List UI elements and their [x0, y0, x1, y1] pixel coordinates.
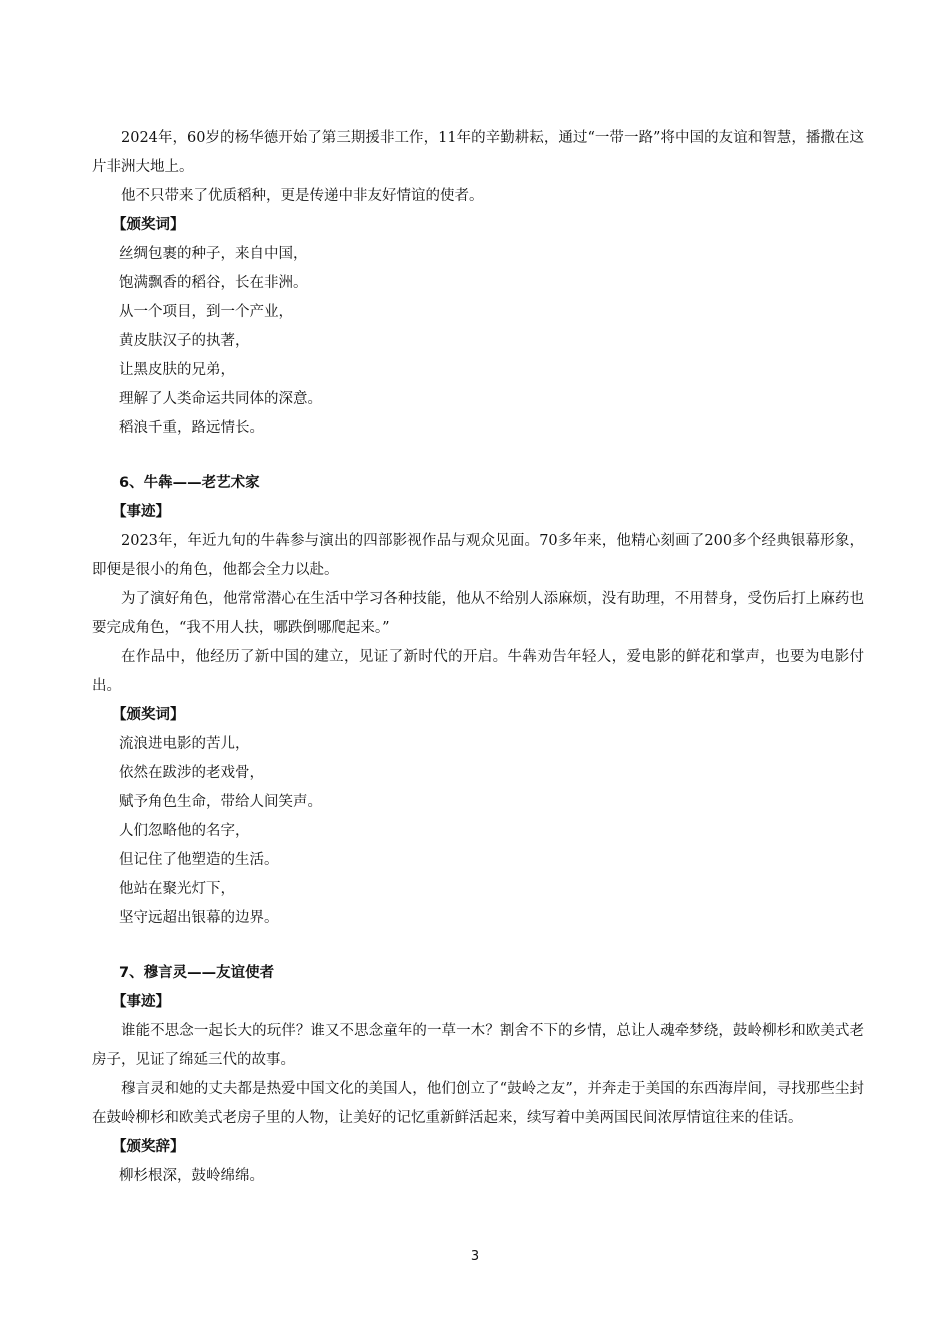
award-line: 依然在跋涉的老戏骨， — [119, 765, 264, 781]
paragraph: 为了演好角色，他常常潜心在生活中学习各种技能，他从不给别人添麻烦，没有助理，不用替身，受伤后打上麻药也要完成角色，“我不用人扶，哪跌倒哪爬起来。” — [92, 591, 864, 636]
paragraph: 在作品中，他经历了新中国的建立，见证了新时代的开启。牛犇劝告年轻人，爱电影的鲜花和掌声，也要为电影付出。 — [92, 649, 864, 694]
award-label: 【颁奖词】 — [112, 707, 185, 723]
award-line: 饱满飘香的稻谷，长在非洲。 — [119, 275, 308, 291]
section-heading: 6、牛犇——老艺术家 — [119, 475, 260, 491]
section-heading: 7、穆言灵——友谊使者 — [119, 965, 275, 981]
award-line: 流浪进电影的苦儿， — [119, 736, 250, 752]
award-label: 【颁奖词】 — [112, 217, 185, 233]
deeds-label: 【事迹】 — [112, 504, 170, 520]
award-line: 赋予角色生命，带给人间笑声。 — [119, 794, 322, 810]
award-line: 坚守远超出银幕的边界。 — [119, 910, 279, 926]
paragraph: 2023年，年近九旬的牛犇参与演出的四部影视作品与观众见面。70多年来，他精心刻画了200多个经典银幕形象，即便是很小的角色，他都会全力以赴。 — [92, 533, 864, 578]
award-label: 【颁奖辞】 — [112, 1139, 185, 1155]
page-number: 3 — [470, 1249, 480, 1264]
award-line: 理解了人类命运共同体的深意。 — [119, 391, 322, 407]
award-line: 从一个项目，到一个产业， — [119, 304, 293, 320]
award-line: 人们忽略他的名字， — [119, 823, 250, 839]
document-page — [92, 124, 864, 1191]
award-line: 柳杉根深，鼓岭绵绵。 — [119, 1168, 264, 1184]
award-line: 让黑皮肤的兄弟， — [119, 362, 235, 378]
award-line: 丝绸包裹的种子，来自中国， — [119, 246, 308, 262]
paragraph: 2024年，60岁的杨华德开始了第三期援非工作，11年的辛勤耕耘，通过“一带一路”将中国的友谊和智慧，播撒在这片非洲大地上。 — [92, 130, 864, 175]
paragraph: 谁能不思念一起长大的玩伴？谁又不思念童年的一草一木？割舍不下的乡情，总让人魂牵梦绕，鼓岭柳杉和欧美式老房子，见证了绵延三代的故事。 — [92, 1023, 864, 1068]
deeds-label: 【事迹】 — [112, 994, 170, 1010]
award-line: 黄皮肤汉子的执著， — [119, 333, 250, 349]
award-line: 他站在聚光灯下， — [119, 881, 235, 897]
paragraph: 穆言灵和她的丈夫都是热爱中国文化的美国人，他们创立了“鼓岭之友”，并奔走于美国的东西海岸间，寻找那些尘封在鼓岭柳杉和欧美式老房子里的人物，让美好的记忆重新鲜活起来，续写着中美两国民间浓厚情谊往来的佳话。 — [92, 1081, 864, 1126]
award-line: 但记住了他塑造的生活。 — [119, 852, 279, 868]
award-line: 稻浪千重，路远情长。 — [119, 420, 264, 436]
paragraph: 他不只带来了优质稻种，更是传递中非友好情谊的使者。 — [121, 188, 484, 204]
